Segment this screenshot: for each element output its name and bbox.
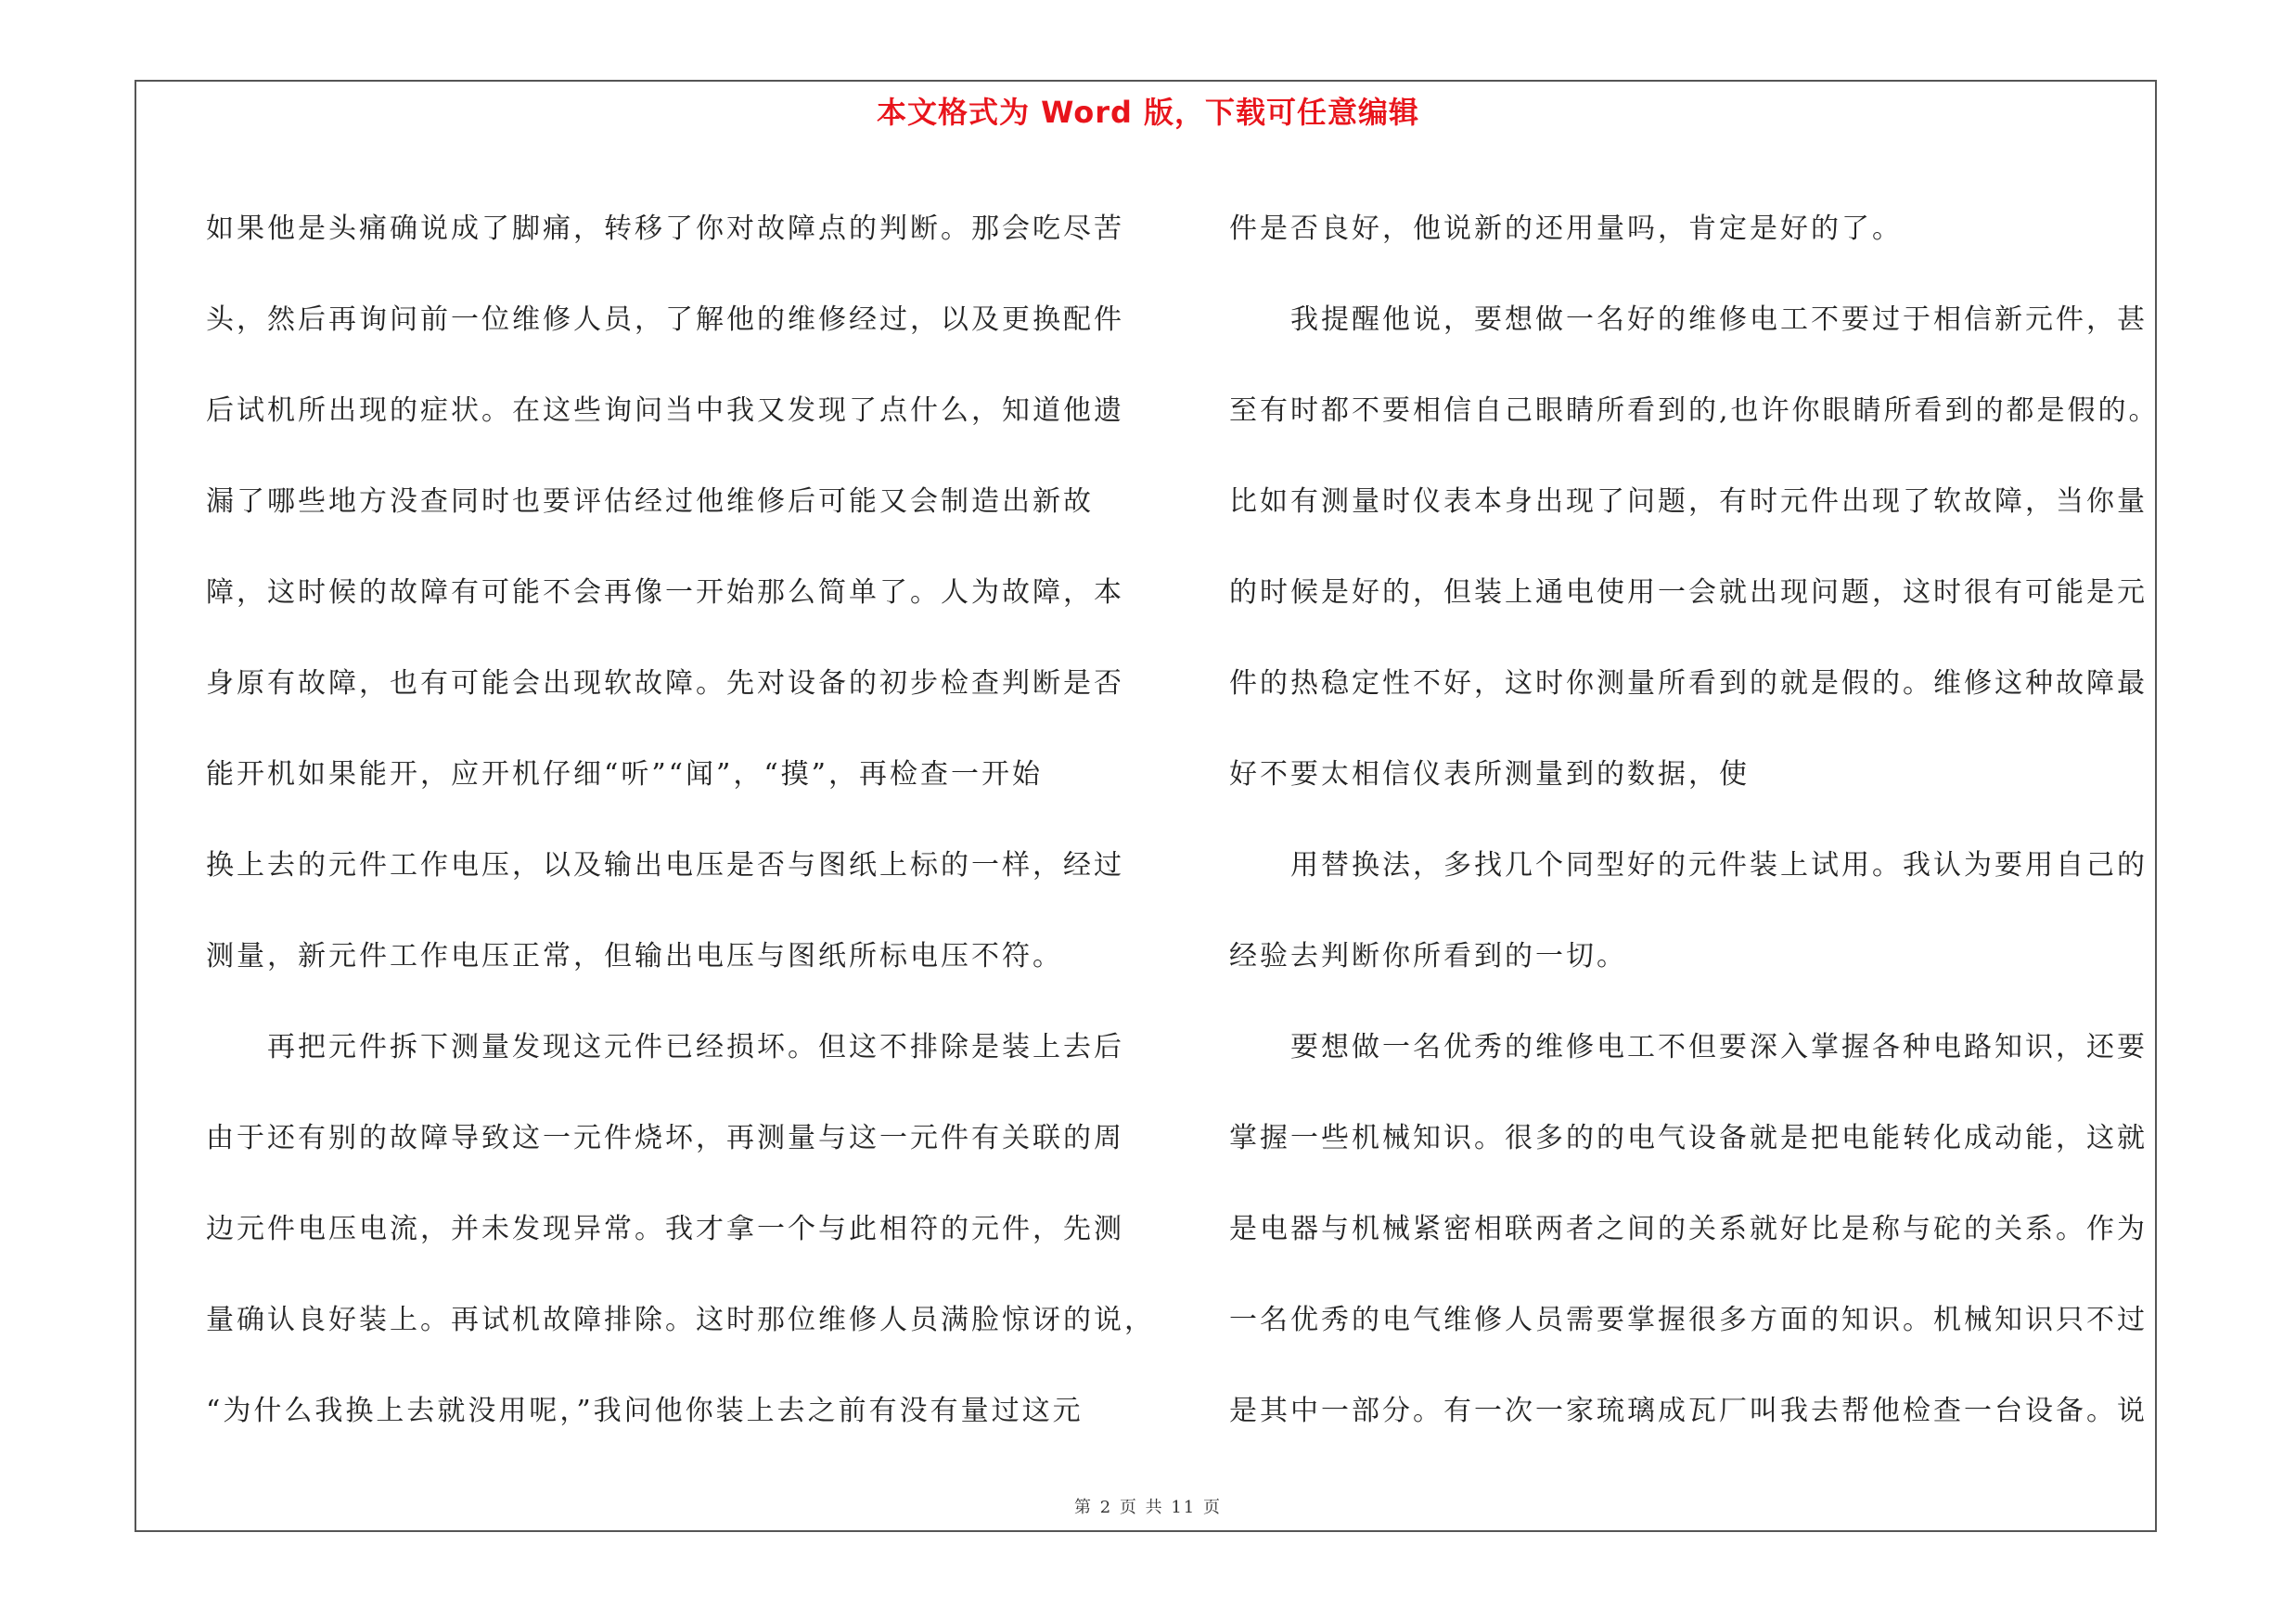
text-line: 掌握一些机械知识。很多的的电气设备就是把电能转化成动能，这就 xyxy=(1229,1122,2148,1154)
text-line: 后试机所出现的症状。在这些询问当中我又发现了点什么，知道他遗 xyxy=(206,394,1124,427)
text-line: 经验去判断你所看到的一切。 xyxy=(1229,940,1627,973)
text-line: 边元件电压电流，并未发现异常。我才拿一个与此相符的元件，先测 xyxy=(206,1213,1124,1245)
text-line: 至有时都不要相信自己眼睛所看到的,也许你眼睛所看到的都是假的。 xyxy=(1229,394,2160,427)
page-number-footer: 第 2 页 共 11 页 xyxy=(1074,1498,1222,1517)
text-line: 能开机如果能开，应开机仔细“听”“闻”，“摸”，再检查一开始 xyxy=(206,758,1044,791)
paragraph-start-line: 我提醒他说，要想做一名好的维修电工不要过于相信新元件，甚 xyxy=(1229,303,2148,336)
text-line: 的时候是好的，但装上通电使用一会就出现问题，这时很有可能是元 xyxy=(1229,576,2148,609)
text-line: 一名优秀的电气维修人员需要掌握很多方面的知识。机械知识只不过 xyxy=(1229,1304,2148,1336)
paragraph-start-line: 再把元件拆下测量发现这元件已经损坏。但这不排除是装上去后 xyxy=(206,1031,1124,1063)
right-text-column xyxy=(1229,184,2160,1457)
word-format-banner: 本文格式为 Word 版，下载可任意编辑 xyxy=(876,95,1420,130)
text-line: “为什么我换上去就没用呢，”我问他你装上去之前有没有量过这元 xyxy=(206,1395,1084,1427)
paragraph-start-line: 用替换法，多找几个同型好的元件装上试用。我认为要用自己的 xyxy=(1229,849,2148,882)
text-line: 如果他是头痛确说成了脚痛，转移了你对故障点的判断。那会吃尽苦 xyxy=(206,213,1124,245)
text-line: 件的热稳定性不好，这时你测量所看到的就是假的。维修这种故障最 xyxy=(1229,667,2148,700)
text-line: 测量，新元件工作电压正常，但输出电压与图纸所标电压不符。 xyxy=(206,940,1063,973)
text-line: 量确认良好装上。再试机故障排除。这时那位维修人员满脸惊讶的说， xyxy=(206,1304,1155,1336)
text-line: 好不要太相信仪表所测量到的数据，使 xyxy=(1229,758,1750,791)
text-line: 头，然后再询问前一位维修人员，了解他的维修经过，以及更换配件 xyxy=(206,303,1124,336)
left-text-column xyxy=(206,184,1155,1457)
paragraph-start-line: 要想做一名优秀的维修电工不但要深入掌握各种电路知识，还要 xyxy=(1229,1031,2148,1063)
text-line: 漏了哪些地方没查同时也要评估经过他维修后可能又会制造出新故 xyxy=(206,485,1094,518)
text-line: 是其中一部分。有一次一家琉璃成瓦厂叫我去帮他检查一台设备。说 xyxy=(1229,1395,2148,1427)
text-line: 身原有故障，也有可能会出现软故障。先对设备的初步检查判断是否 xyxy=(206,667,1124,700)
text-line: 件是否良好，他说新的还用量吗，肯定是好的了。 xyxy=(1229,213,1903,245)
text-line: 是电器与机械紧密相联两者之间的关系就好比是称与砣的关系。作为 xyxy=(1229,1213,2148,1245)
text-line: 由于还有别的故障导致这一元件烧坏，再测量与这一元件有关联的周 xyxy=(206,1122,1124,1154)
text-line: 障，这时候的故障有可能不会再像一开始那么简单了。人为故障，本 xyxy=(206,576,1124,609)
text-line: 比如有测量时仪表本身出现了问题，有时元件出现了软故障，当你量 xyxy=(1229,485,2148,518)
text-line: 换上去的元件工作电压，以及输出电压是否与图纸上标的一样，经过 xyxy=(206,849,1124,882)
